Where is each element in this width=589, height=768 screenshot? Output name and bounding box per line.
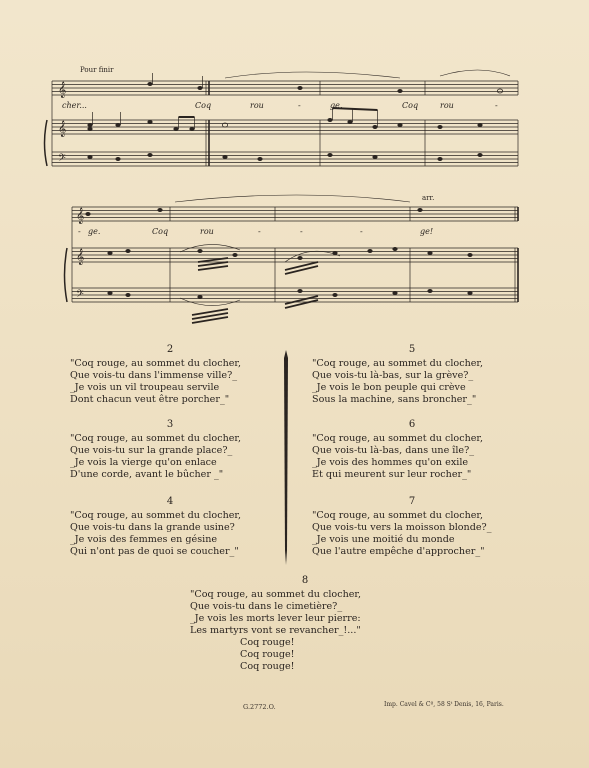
verse-line: Dont chacun veut être porcher_" <box>70 394 230 405</box>
lyric: - <box>298 101 301 110</box>
svg-text:𝄞: 𝄞 <box>58 82 67 98</box>
verse-line: Que vois-tu là-bas, dans une île?_ <box>312 445 475 456</box>
verse-line: Que vois-tu là-bas, sur la grève?_ <box>312 370 474 381</box>
verse-2 <box>70 344 270 406</box>
lyric: Coq <box>152 227 169 236</box>
lyric: rou <box>250 101 264 110</box>
lyric: - <box>258 227 261 236</box>
system-2-notes <box>85 208 472 299</box>
verse-line: Que l'autre empêche d'approcher_" <box>312 546 485 557</box>
verse-3 <box>70 419 270 481</box>
column-divider <box>283 350 289 565</box>
verse-line: "Coq rouge, au sommet du clocher, <box>312 358 484 369</box>
verse-number: 4 <box>166 496 174 507</box>
verse-6 <box>312 419 512 481</box>
verse-number: 6 <box>408 419 416 430</box>
lyric: - <box>360 227 363 236</box>
verse-line: _Je vois des hommes qu'on exile <box>312 457 469 468</box>
verse-line: Qui n'ont pas de quoi se coucher_" <box>70 546 239 557</box>
verse-line: Que vois-tu vers la moisson blonde?_ <box>312 522 492 533</box>
verse-number: 5 <box>408 344 416 355</box>
system-1-notes <box>87 82 502 161</box>
svg-text:𝄢: 𝄢 <box>58 152 66 166</box>
verse-line: D'une corde, avant le bûcher _" <box>70 469 224 480</box>
svg-text:𝄢: 𝄢 <box>76 288 84 302</box>
verse-line: Que vois-tu dans le cimetière?_ <box>190 601 343 612</box>
verse-line: _Je vois les morts lever leur pierre: <box>190 613 361 624</box>
lyric: ge, <box>330 101 343 110</box>
verse-line: _Je vois des femmes en gésine <box>70 534 218 545</box>
svg-text:𝄞: 𝄞 <box>58 121 67 137</box>
music-score <box>0 0 589 340</box>
system-1-staves <box>52 81 518 166</box>
system-2-staves <box>72 207 518 302</box>
verse-5 <box>312 344 512 406</box>
verse-line: Que vois-tu dans la grande usine? <box>70 522 235 533</box>
verse-line: "Coq rouge, au sommet du clocher, <box>312 510 484 521</box>
verse-4 <box>70 496 270 558</box>
verse-line: _Je vois un vil troupeau servile <box>70 382 220 393</box>
plate-number: G.2772.O. <box>243 703 276 711</box>
lyric: Coq <box>402 101 419 110</box>
verse-number: 7 <box>408 496 416 507</box>
verse-line: _Je vois la vierge qu'on enlace <box>70 457 217 468</box>
verse-line: _Je vois le bon peuple qui crève <box>312 382 466 393</box>
verse-line: Que vois-tu dans l'immense ville?_ <box>70 370 238 381</box>
verse-line: Que vois-tu sur la grande place?_ <box>70 445 233 456</box>
verse-line: "Coq rouge, au sommet du clocher, <box>312 433 484 444</box>
lyric: ge! <box>420 227 434 236</box>
lyric: Coq <box>195 101 212 110</box>
lyric: rou <box>200 227 214 236</box>
svg-text:𝄞: 𝄞 <box>76 208 85 224</box>
printer-imprint: Imp. Cavel & Cº, 58 Sᵗ Denis, 16, Paris. <box>384 701 504 708</box>
lyric: ge. <box>88 227 101 236</box>
lyric: - <box>78 227 81 236</box>
tempo-marking-1: Pour finir <box>80 66 114 74</box>
lyric: cher... <box>62 101 87 110</box>
lyric: - <box>495 101 498 110</box>
refrain-line: Coq rouge! <box>240 661 295 672</box>
svg-text:𝄞: 𝄞 <box>76 249 85 265</box>
verse-number: 3 <box>166 419 174 430</box>
verse-8 <box>190 575 420 673</box>
lyric: rou <box>440 101 454 110</box>
verse-line: Sous la machine, sans broncher_" <box>312 394 477 405</box>
verse-line: Et qui meurent sur leur rocher_" <box>312 469 472 480</box>
system-2-lyrics <box>78 227 433 236</box>
verse-line: "Coq rouge, au sommet du clocher, <box>70 510 242 521</box>
verse-line: Les martyrs vont se revancher_!..." <box>190 625 361 636</box>
verse-7 <box>312 496 512 558</box>
tempo-marking-2: arr. <box>422 194 435 202</box>
system-1-lyrics <box>62 101 498 110</box>
lyric: - <box>300 227 303 236</box>
verse-number: 2 <box>166 344 174 355</box>
refrain-line: Coq rouge! <box>240 649 295 660</box>
verse-line: _Je vois une moitié du monde <box>312 534 455 545</box>
verse-line: "Coq rouge, au sommet du clocher, <box>190 589 362 600</box>
verse-number: 8 <box>301 575 309 586</box>
verse-line: "Coq rouge, au sommet du clocher, <box>70 433 242 444</box>
verse-line: "Coq rouge, au sommet du clocher, <box>70 358 242 369</box>
refrain-line: Coq rouge! <box>240 637 295 648</box>
